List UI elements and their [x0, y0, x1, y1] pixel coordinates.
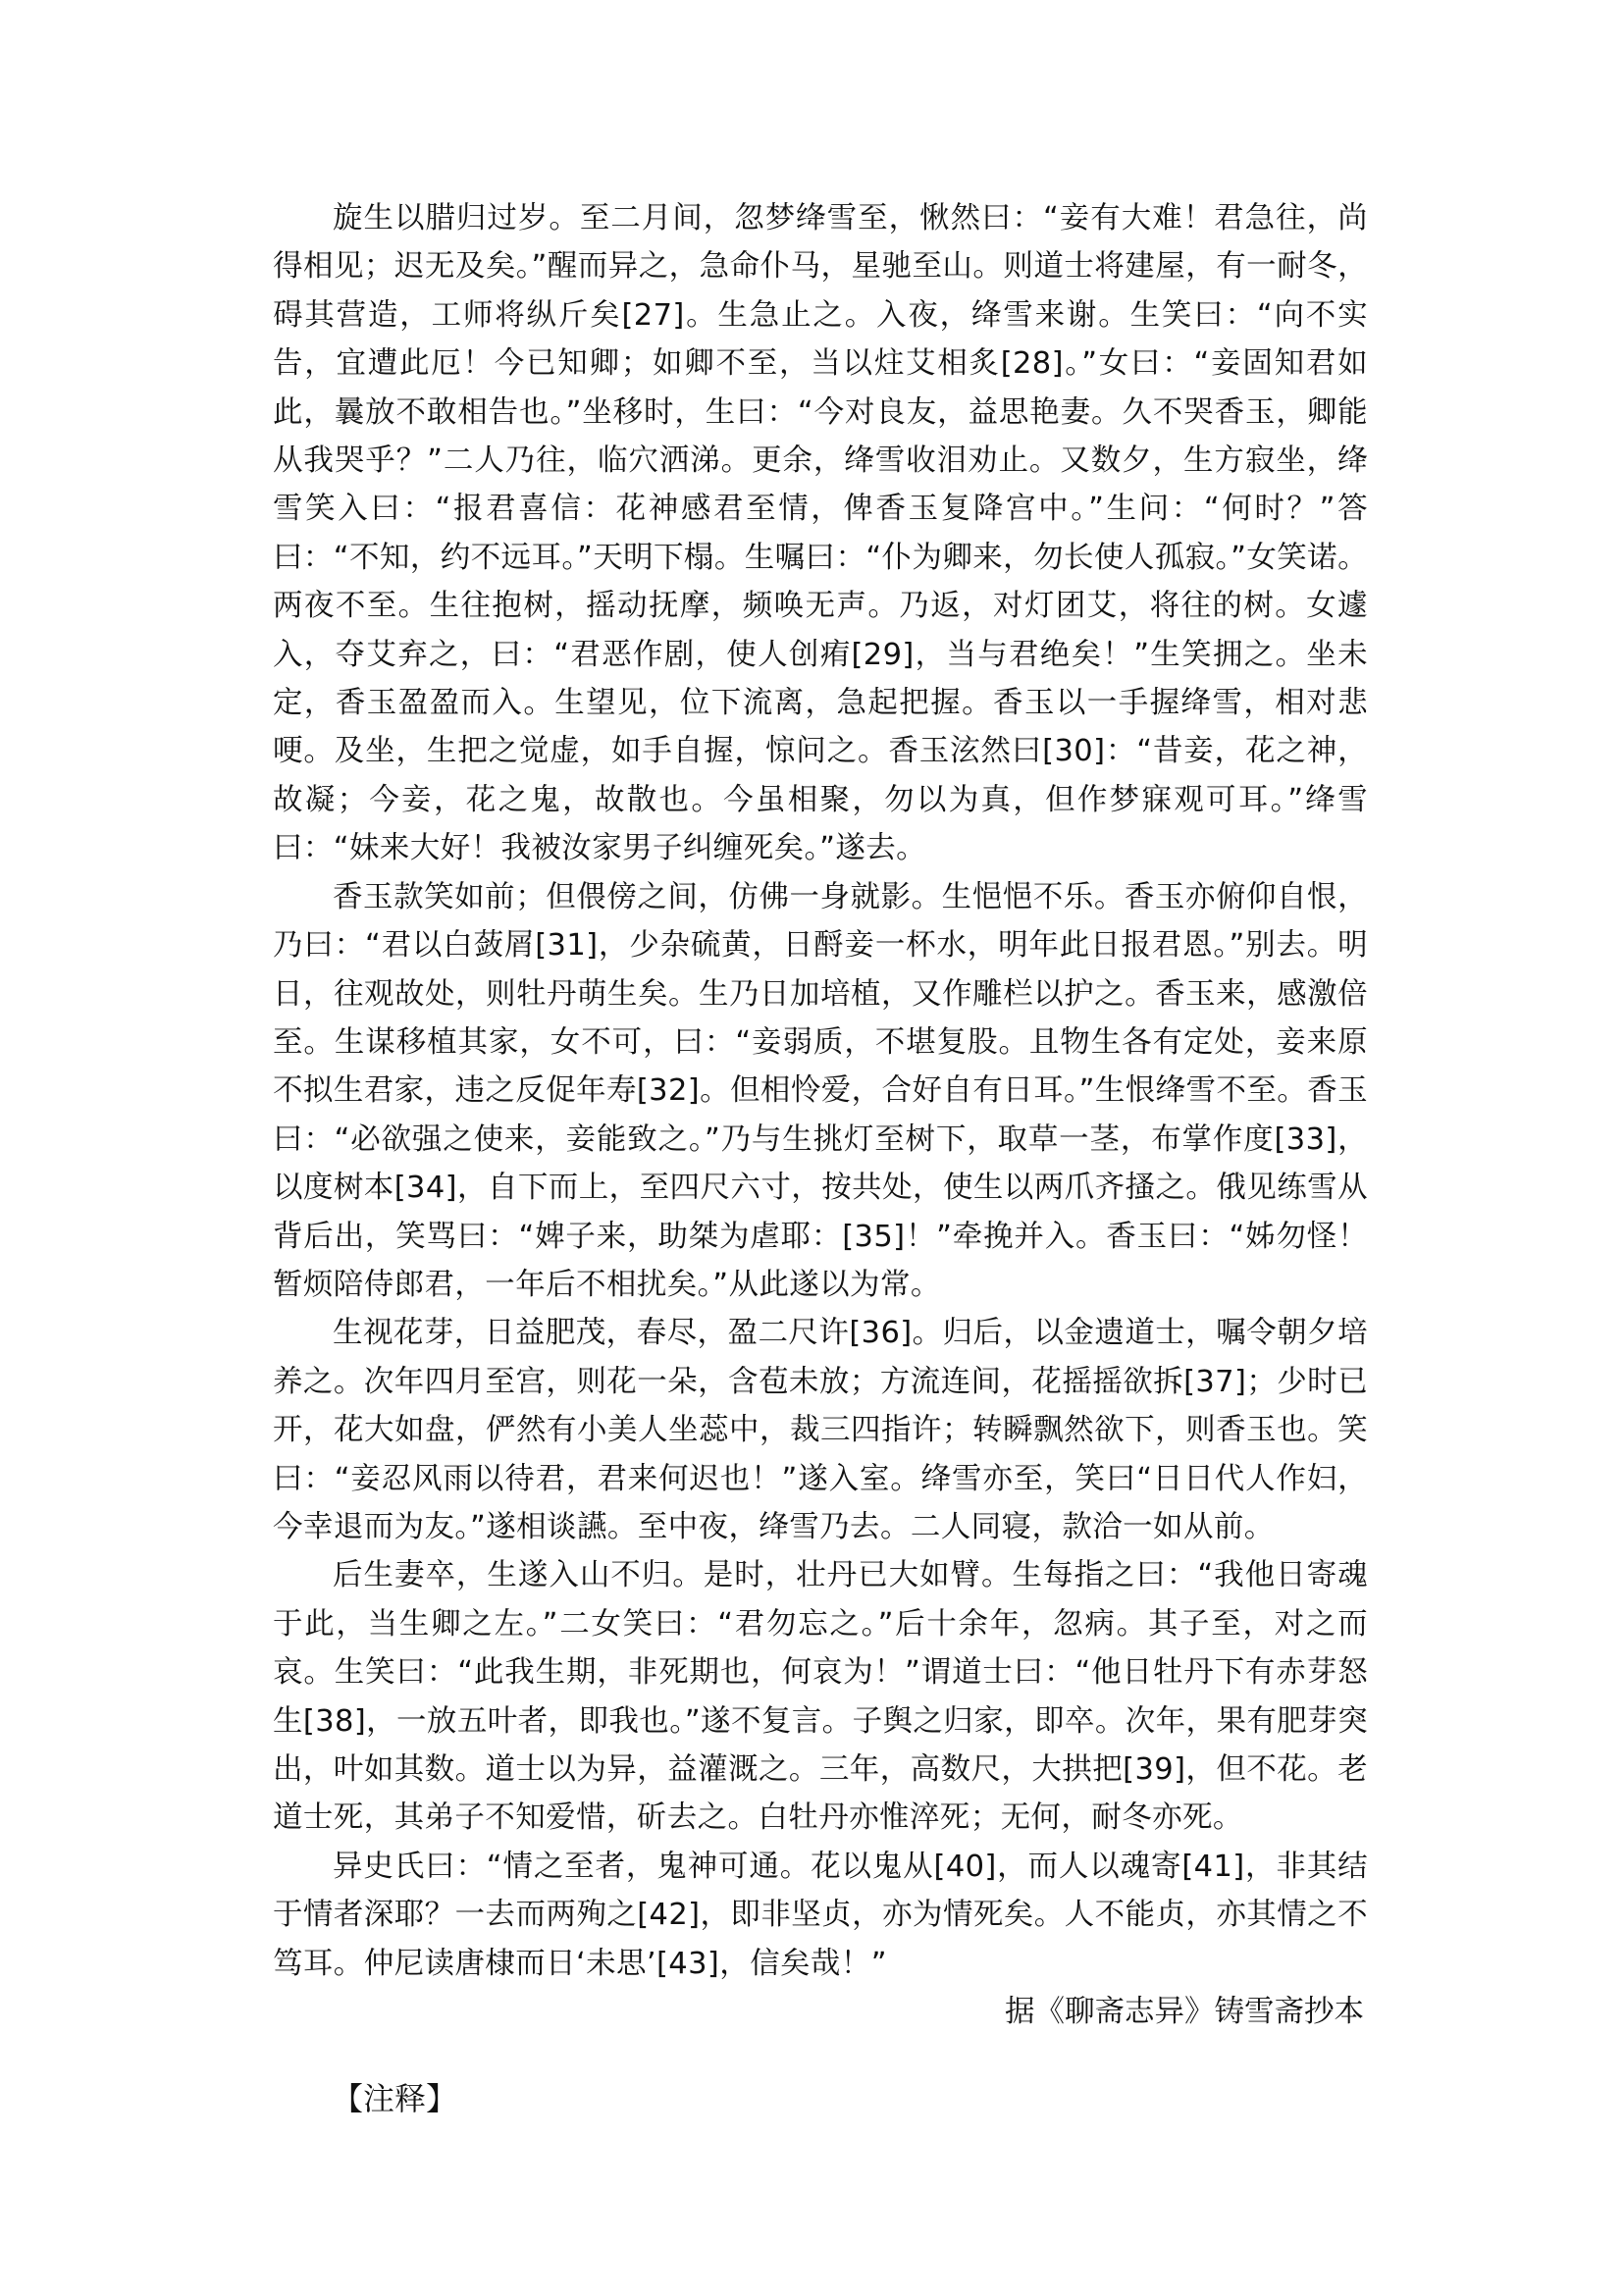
paragraph-1: 旋生以腊归过岁。至二月间，忽梦绛雪至，愀然曰：“妾有大难！君急往，尚得相见；迟无及矣。”醒而异之，急命仆马，星驰至山。则道士将建屋，有一耐冬，碍其营造，工师将纵斤矣[27]。生急止之。入夜，绛雪来谢。生笑曰：“向不实告，宜遭此厄！今已知卿；如卿不至，当以炷艾相炙[28]。”女曰：“妾固知君如此，曩放不敢相告也。”坐移时，生曰：“今对良友，益思艳妻。久不哭香玉，卿能从我哭乎？”二人乃往，临穴洒涕。更余，绛雪收泪劝止。又数夕，生方寂坐，绛雪笑入曰：“报君喜信：花神感君至情，俾香玉复降宫中。”生问：“何时？”答曰：“不知，约不远耳。”天明下榻。生嘱曰：“仆为卿来，勿长使人孤寂。”女笑诺。两夜不至。生往抱树，摇动抚摩，频唤无声。乃返，对灯团艾，将往的树。女遽入，夺艾弃之，曰：“君恶作剧，使人创痏[29]，当与君绝矣！”生笑拥之。坐未定，香玉盈盈而入。生望见，位下流离，急起把握。香玉以一手握绛雪，相对悲哽。及坐，生把之觉虚，如手自握，惊问之。香玉泫然曰[30]：“昔妾，花之神，故凝；今妾，花之鬼，故散也。今虽相聚，勿以为真，但作梦寐观可耳。”绛雪曰：“妹来大好！我被汝家男子纠缠死矣。”遂去。: [273, 201, 1368, 866]
paragraph-5: 异史氏曰：“情之至者，鬼神可通。花以鬼从[40]，而人以魂寄[41]，非其结于情者深耶？一去而两殉之[42]，即非坚贞，亦为情死矣。人不能贞，亦其情之不笃耳。仲尼读唐棣而日‘未思’[43]，信矣哉！”: [273, 1849, 1368, 1981]
paragraph-2: 香玉款笑如前；但偎傍之间，仿佛一身就影。生悒悒不乐。香玉亦俯仰自恨，乃曰：“君以白蔹屑[31]，少杂硫黄，日酹妾一杯水，明年此日报君恩。”别去。明日，往观故处，则牡丹萌生矣。生乃日加培植，又作雕栏以护之。香玉来，感激倍至。生谋移植其家，女不可，曰：“妾弱质，不堪复股。且物生各有定处，妾来原不拟生君家，违之反促年寿[32]。但相怜爱，合好自有日耳。”生恨绛雪不至。香玉曰：“必欲强之使来，妾能致之。”乃与生挑灯至树下，取草一茎，布掌作度[33]，以度树本[34]，自下而上，至四尺六寸，按共处，使生以两爪齐搔之。俄见练雪从背后出，笑骂曰：“婢子来，助桀为虐耶：[35]！”牵挽并入。香玉曰：“姊勿怪！暂烦陪侍郎君，一年后不相扰矣。”从此遂以为常。: [273, 879, 1368, 1302]
paragraph-3: 生视花芽，日益肥茂，春尽，盈二尺许[36]。归后，以金遗道士，嘱令朝夕培养之。次年四月至宫，则花一朵，含苞未放；方流连间，花摇摇欲拆[37]；少时已开，花大如盘，俨然有小美人坐蕊中，裁三四指许；转瞬飘然欲下，则香玉也。笑曰：“妾忍风雨以待君，君来何迟也！”遂入室。绛雪亦至，笑曰“日日代人作妇，今幸退而为友。”遂相谈讌。至中夜，绛雪乃去。二人同寝，款洽一如从前。: [273, 1316, 1368, 1544]
source-note: 据《聊斋志异》铸雪斋抄本: [1005, 1995, 1364, 2030]
paragraph-4: 后生妻卒，生遂入山不归。是时，壮丹已大如臂。生每指之曰：“我他日寄魂于此，当生卿之左。”二女笑曰：“君勿忘之。”后十余年，忽病。其子至，对之而哀。生笑曰：“此我生期，非死期也，何哀为！”谓道士曰：“他日牡丹下有赤芽怒生[38]，一放五叶者，即我也。”遂不复言。子舆之归家，即卒。次年，果有肥芽突出，叶如其数。道士以为异，益灌溉之。三年，高数尺，大拱把[39]，但不花。老道士死，其弟子不知爱惜，斫去之。白牡丹亦惟淬死；无何，耐冬亦死。: [273, 1558, 1368, 1836]
document-page: [273, 194, 1368, 2124]
notes-heading: 【注释】: [332, 2080, 458, 2118]
